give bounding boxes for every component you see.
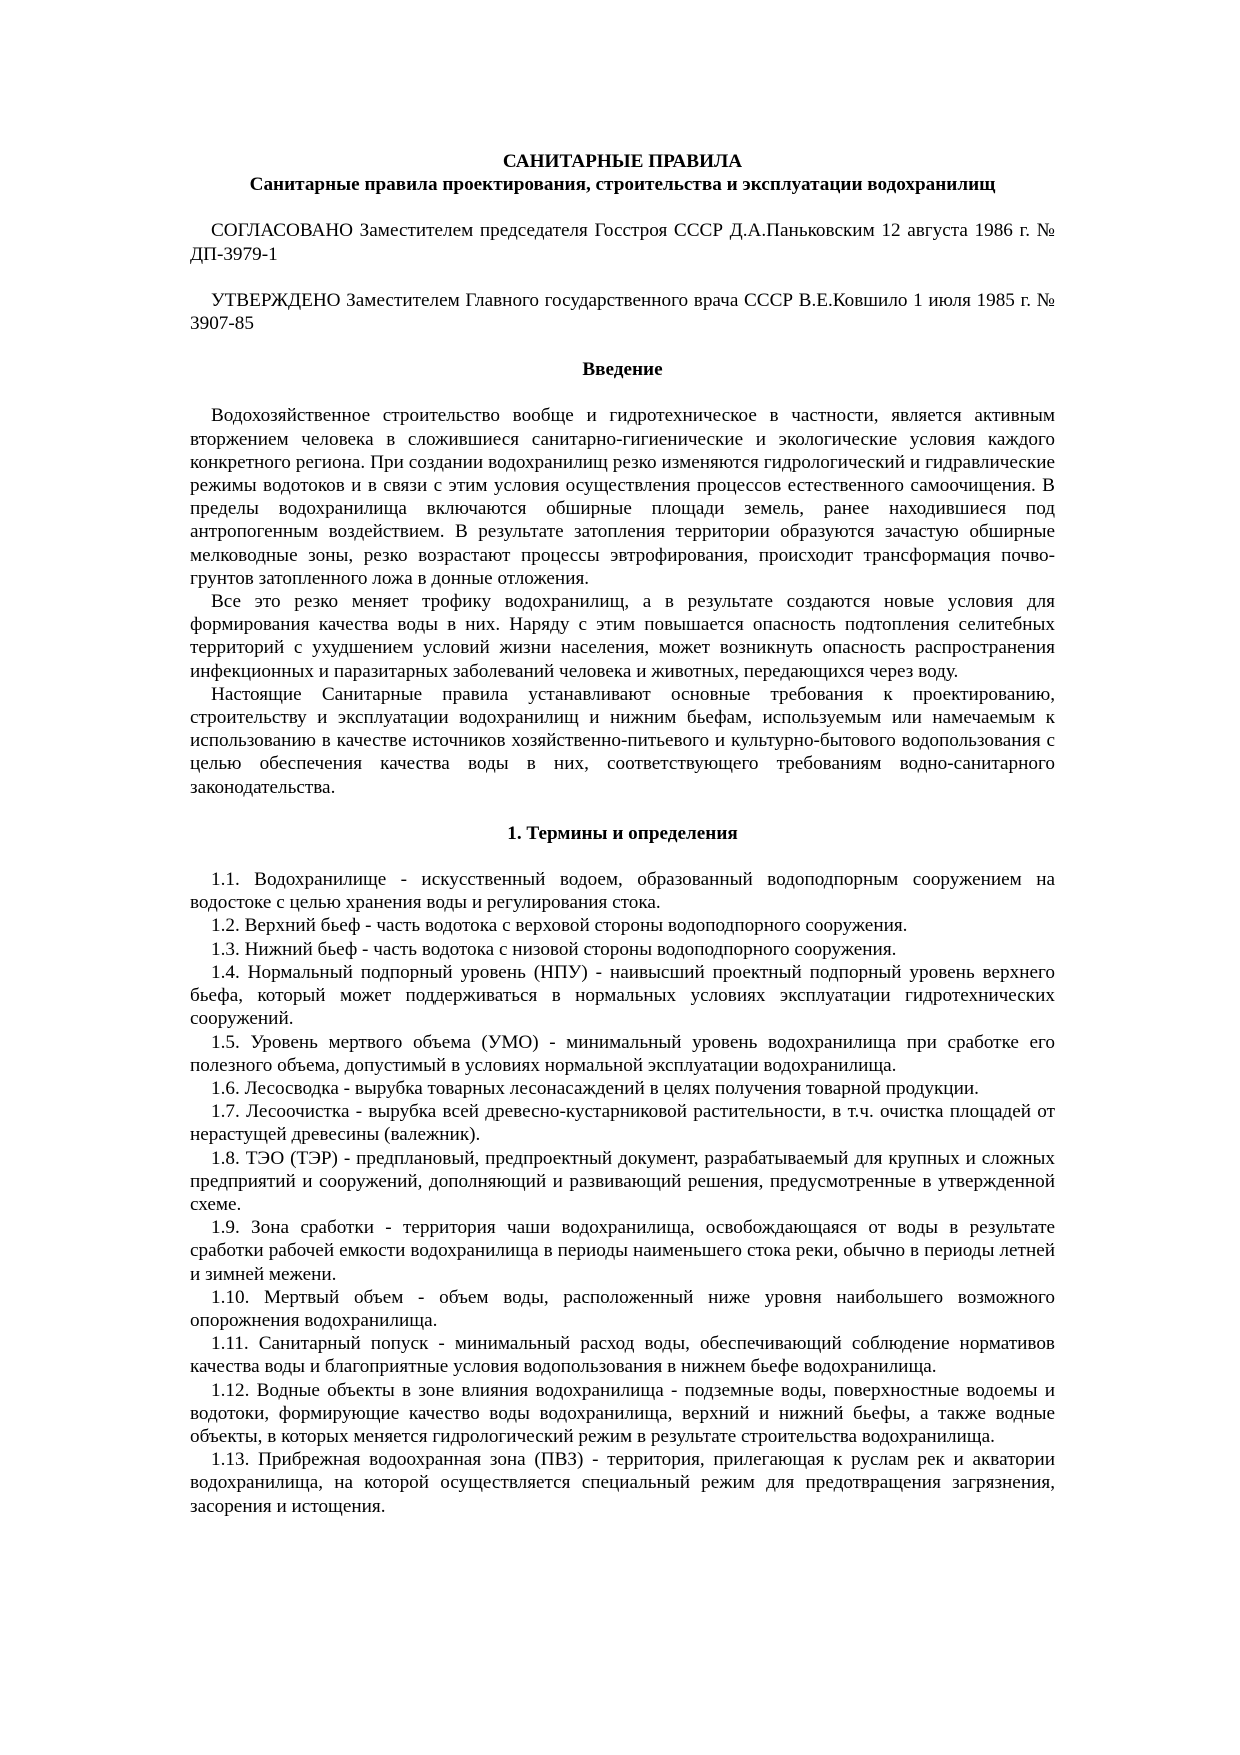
spacer	[190, 196, 1055, 219]
section-heading-terms: 1. Термины и определения	[507, 822, 738, 844]
term-item: 1.12. Водные объекты в зоне влияния водохранилища - подземные воды, поверхностные водоемы и водотоки, формирующие качество воды водохранилища, верхний и нижний бьефы, а также водные объекты, в которых меняется гидрологический режим в результате строительства водохранилища.	[190, 1379, 1055, 1447]
approval-agreed: СОГЛАСОВАНО Заместителем председателя Госстроя СССР Д.А.Паньковским 12 августа 1986 г. № ДП-3979-1	[190, 220, 1055, 265]
approval-approved: УТВЕРЖДЕНО Заместителем Главного государственного врача СССР В.Е.Ковшило 1 июля 1985 г. № 3907-85	[190, 289, 1055, 335]
term-item: 1.1. Водохранилище - искусственный водоем, образованный водоподпорным сооружением на водостоке с целью хранения воды и регулирования стока.	[190, 869, 1055, 914]
spacer	[190, 266, 1055, 289]
term-item: 1.3. Нижний бьеф - часть водотока с низовой стороны водоподпорного сооружения.	[211, 938, 897, 960]
section-heading-intro: Введение	[582, 359, 663, 381]
term-item: 1.13. Прибрежная водоохранная зона (ПВЗ) - территория, прилегающая к руслам рек и акватории водохранилища, на которой осуществляется специальный режим для предотвращения загрязнения, засорения и истощения.	[190, 1449, 1055, 1517]
intro-paragraph: Водохозяйственное строительство вообще и гидротехническое в частности, является активным вторжением человека в сложившиеся санитарно-гигиенические и экологические условия каждого конкретного региона. При создании водохранилищ резко изменяются гидрологический и гидравлические режимы водотоков и в связи с этим условия осуществления процессов естественного самоочищения. В пределы водохранилища включаются обширные площади земель, ранее находившиеся под антропогенным воздействием. В результате затопления территории образуются зачастую обширные мелководные зоны, резко возрастают процессы эвтрофирования, происходит трансформация почво-грунтов затопленного ложа в донные отложения.	[190, 405, 1055, 589]
term-item: 1.4. Нормальный подпорный уровень (НПУ) - наивысший проектный подпорный уровень верхнего бьефа, который может поддерживаться в нормальных условиях эксплуатации гидротехнических сооружений.	[190, 961, 1055, 1030]
term-item: 1.8. ТЭО (ТЭР) - предплановый, предпроектный документ, разрабатываемый для крупных и сложных предприятий и сооружений, дополняющий и развивающий решения, предусмотренные в утвержденной схеме.	[190, 1147, 1055, 1215]
term-item: 1.7. Лесоочистка - вырубка всей древесно-кустарниковой растительности, в т.ч. очистка площадей от нерастущей древесины (валежник).	[190, 1101, 1055, 1146]
spacer	[190, 845, 1055, 868]
intro-paragraph: Все это резко меняет трофику водохранилищ, а в результате создаются новые условия для формирования качества воды в них. Наряду с этим повышается опасность подтопления селитебных территорий с ухудшением условий жизни населения, может возникнуть опасность распространения инфекционных и паразитарных заболеваний человека и животных, передающихся через воду.	[190, 591, 1055, 682]
intro-paragraph: Настоящие Санитарные правила устанавливают основные требования к проектированию, строительству и эксплуатации водохранилищ и нижним бьефам, используемым или намечаемым к использованию в качестве источников хозяйственно-питьевого и культурно-бытового водопользования с целью обеспечения качества воды в них, соответствующего требованиям водно-санитарного законодательства.	[190, 683, 1055, 798]
term-item: 1.6. Лесосводка - вырубка товарных лесонасаждений в целях получения товарной продукции.	[211, 1077, 979, 1099]
spacer	[190, 335, 1055, 358]
term-item: 1.9. Зона сработки - территория чаши водохранилища, освобождающаяся от воды в результате сработки рабочей емкости водохранилища в периоды наименьшего стока реки, обычно в периоды летней и зимней межени.	[190, 1217, 1055, 1285]
term-item: 1.2. Верхний бьеф - часть водотока с верховой стороны водоподпорного сооружения.	[211, 915, 908, 937]
document-title: САНИТАРНЫЕ ПРАВИЛА	[502, 151, 743, 172]
spacer	[190, 381, 1055, 404]
term-item: 1.5. Уровень мертвого объема (УМО) - минимальный уровень водохранилища при сработке его полезного объема, допустимый в условиях нормальной эксплуатации водохранилища.	[190, 1031, 1055, 1076]
term-item: 1.11. Санитарный попуск - минимальный расход воды, обеспечивающий соблюдение нормативов качества воды и благоприятные условия водопользования в нижнем бьефе водохранилища.	[190, 1333, 1055, 1378]
spacer	[190, 799, 1055, 822]
document-subtitle: Санитарные правила проектирования, строительства и эксплуатации водохранилищ	[249, 174, 996, 196]
term-item: 1.10. Мертвый объем - объем воды, расположенный ниже уровня наибольшего возможного опорожнения водохранилища.	[190, 1286, 1055, 1331]
